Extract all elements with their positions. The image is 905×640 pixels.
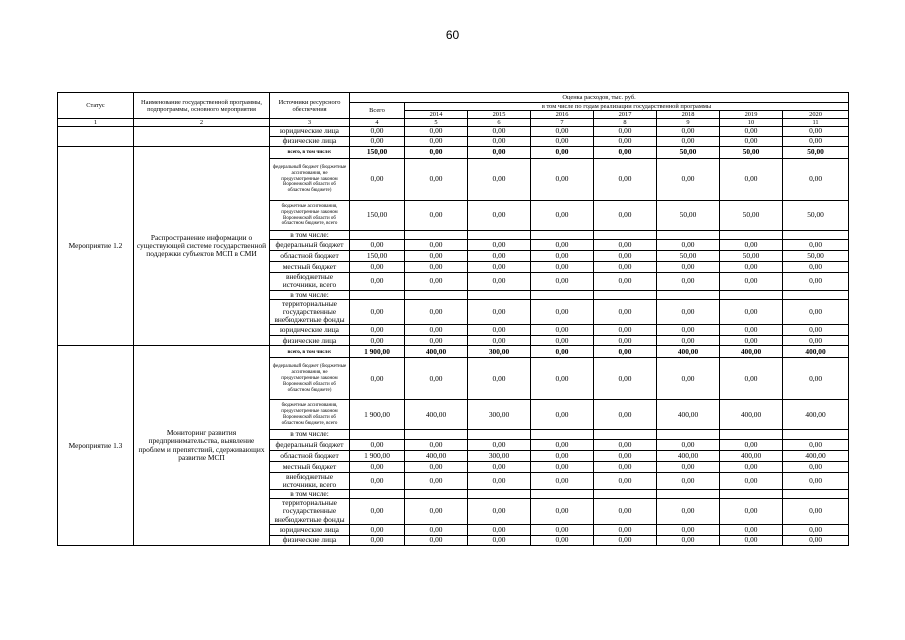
value-cell: 0,00	[531, 358, 594, 400]
column-number: 10	[720, 119, 783, 127]
value-cell: 0,00	[783, 439, 849, 450]
value-cell: 0,00	[657, 137, 720, 147]
value-cell	[783, 430, 849, 439]
value-cell: 0,00	[594, 524, 657, 535]
value-cell: 0,00	[350, 325, 405, 336]
value-cell: 0,00	[350, 137, 405, 147]
value-cell	[657, 490, 720, 499]
header-status: Статус	[58, 93, 134, 119]
column-number: 2	[134, 119, 270, 127]
value-cell: 0,00	[657, 439, 720, 450]
status-cell-empty	[58, 127, 134, 147]
value-cell	[657, 231, 720, 240]
column-number: 5	[405, 119, 468, 127]
value-cell: 0,00	[720, 240, 783, 251]
value-cell	[350, 490, 405, 499]
header-year: 2016	[531, 111, 594, 119]
value-cell	[405, 430, 468, 439]
source-cell: в том числе:	[270, 290, 350, 299]
value-cell: 0,00	[657, 159, 720, 201]
source-cell: физические лица	[270, 137, 350, 147]
value-cell: 0,00	[783, 273, 849, 290]
value-cell: 0,00	[531, 450, 594, 461]
value-cell: 0,00	[468, 273, 531, 290]
value-cell	[657, 290, 720, 299]
source-cell: территориальные государственные внебюджетные фонды	[270, 299, 350, 325]
value-cell	[657, 430, 720, 439]
value-cell: 0,00	[720, 358, 783, 400]
table-row	[58, 346, 849, 358]
value-cell: 0,00	[405, 325, 468, 336]
source-cell: всего, в том числе:	[270, 147, 350, 159]
value-cell: 0,00	[594, 325, 657, 336]
value-cell: 0,00	[720, 325, 783, 336]
value-cell: 0,00	[350, 336, 405, 346]
value-cell: 400,00	[783, 346, 849, 358]
header-sources: Источники ресурсного обеспечения	[270, 93, 350, 119]
value-cell: 400,00	[657, 400, 720, 430]
value-cell: 0,00	[657, 273, 720, 290]
value-cell: 0,00	[405, 159, 468, 201]
value-cell: 0,00	[594, 400, 657, 430]
value-cell: 0,00	[657, 461, 720, 472]
value-cell: 0,00	[531, 159, 594, 201]
value-cell: 0,00	[468, 159, 531, 201]
value-cell: 0,00	[594, 535, 657, 545]
value-cell: 50,00	[783, 201, 849, 231]
value-cell	[468, 290, 531, 299]
value-cell	[720, 430, 783, 439]
value-cell: 0,00	[405, 299, 468, 325]
header-year: 2014	[405, 111, 468, 119]
value-cell: 150,00	[350, 147, 405, 159]
value-cell: 0,00	[531, 472, 594, 489]
source-cell: федеральный бюджет	[270, 439, 350, 450]
value-cell: 0,00	[531, 201, 594, 231]
value-cell	[720, 231, 783, 240]
value-cell: 0,00	[783, 524, 849, 535]
value-cell	[405, 290, 468, 299]
source-cell: в том числе:	[270, 430, 350, 439]
value-cell: 50,00	[657, 251, 720, 262]
source-cell: юридические лица	[270, 325, 350, 336]
value-cell: 400,00	[657, 346, 720, 358]
header-total: Всего	[350, 103, 405, 119]
value-cell: 0,00	[405, 439, 468, 450]
column-number: 4	[350, 119, 405, 127]
value-cell: 400,00	[405, 346, 468, 358]
value-cell	[531, 231, 594, 240]
source-cell: федеральный бюджет (бюджетные ассигнования, не предусмотренные законом Воронежской области об областном бюджете)	[270, 159, 350, 201]
value-cell: 0,00	[405, 461, 468, 472]
value-cell: 0,00	[405, 273, 468, 290]
value-cell: 0,00	[594, 273, 657, 290]
source-cell: юридические лица	[270, 524, 350, 535]
value-cell: 0,00	[720, 273, 783, 290]
value-cell: 0,00	[350, 535, 405, 545]
value-cell: 0,00	[350, 240, 405, 251]
value-cell: 0,00	[783, 137, 849, 147]
value-cell: 0,00	[657, 535, 720, 545]
value-cell	[405, 231, 468, 240]
value-cell: 0,00	[783, 262, 849, 273]
value-cell	[531, 430, 594, 439]
value-cell: 0,00	[350, 262, 405, 273]
value-cell: 0,00	[468, 240, 531, 251]
header-year: 2020	[783, 111, 849, 119]
value-cell: 0,00	[783, 461, 849, 472]
value-cell: 0,00	[720, 472, 783, 489]
table-row	[58, 147, 849, 159]
value-cell: 0,00	[594, 461, 657, 472]
value-cell: 0,00	[594, 336, 657, 346]
value-cell: 0,00	[594, 358, 657, 400]
source-cell: в том числе:	[270, 231, 350, 240]
source-cell: внебюджетные источники, всего	[270, 472, 350, 489]
value-cell: 150,00	[350, 201, 405, 231]
value-cell	[350, 290, 405, 299]
value-cell: 50,00	[783, 251, 849, 262]
value-cell: 50,00	[657, 201, 720, 231]
value-cell: 1 900,00	[350, 400, 405, 430]
value-cell: 0,00	[594, 439, 657, 450]
value-cell: 0,00	[783, 159, 849, 201]
value-cell	[468, 490, 531, 499]
value-cell: 0,00	[405, 524, 468, 535]
value-cell: 0,00	[405, 127, 468, 137]
measure-name-cell: Мониторинг развития предпринимательства, выявление проблем и препятствий, сдерживающих развитие МСП	[134, 346, 270, 545]
value-cell: 0,00	[783, 325, 849, 336]
value-cell: 0,00	[531, 461, 594, 472]
column-number: 9	[657, 119, 720, 127]
source-cell: территориальные государственные внебюджетные фонды	[270, 499, 350, 525]
value-cell: 0,00	[468, 147, 531, 159]
value-cell	[594, 290, 657, 299]
header-column-numbers-row	[58, 119, 849, 127]
value-cell: 0,00	[405, 201, 468, 231]
value-cell: 0,00	[657, 336, 720, 346]
value-cell	[531, 290, 594, 299]
value-cell: 300,00	[468, 400, 531, 430]
value-cell	[720, 490, 783, 499]
value-cell: 400,00	[720, 400, 783, 430]
value-cell: 0,00	[405, 251, 468, 262]
value-cell: 0,00	[468, 137, 531, 147]
value-cell	[720, 290, 783, 299]
value-cell: 0,00	[350, 439, 405, 450]
value-cell: 0,00	[594, 240, 657, 251]
value-cell: 0,00	[720, 336, 783, 346]
budget-table	[57, 92, 849, 546]
value-cell: 0,00	[350, 127, 405, 137]
value-cell: 0,00	[468, 524, 531, 535]
value-cell: 0,00	[405, 147, 468, 159]
value-cell: 50,00	[720, 147, 783, 159]
value-cell: 0,00	[657, 127, 720, 137]
value-cell: 0,00	[531, 147, 594, 159]
page-number: 60	[445, 28, 460, 42]
value-cell	[350, 430, 405, 439]
value-cell: 0,00	[350, 499, 405, 525]
value-cell: 0,00	[405, 535, 468, 545]
value-cell: 0,00	[531, 336, 594, 346]
value-cell: 0,00	[783, 240, 849, 251]
value-cell: 0,00	[531, 273, 594, 290]
measure-name-cell: Распространение информации о существующей системе государственной поддержки субъектов МСП в СМИ	[134, 147, 270, 346]
value-cell: 150,00	[350, 251, 405, 262]
value-cell: 0,00	[720, 499, 783, 525]
source-cell: юридические лица	[270, 127, 350, 137]
value-cell: 0,00	[594, 450, 657, 461]
value-cell: 0,00	[531, 240, 594, 251]
value-cell: 0,00	[531, 325, 594, 336]
value-cell: 0,00	[720, 159, 783, 201]
value-cell: 0,00	[468, 299, 531, 325]
value-cell: 1 900,00	[350, 450, 405, 461]
value-cell: 0,00	[405, 262, 468, 273]
header-estimate: Оценка расходов, тыс. руб.	[350, 93, 849, 103]
value-cell	[468, 231, 531, 240]
source-cell: физические лица	[270, 535, 350, 545]
value-cell: 0,00	[594, 499, 657, 525]
value-cell: 0,00	[531, 499, 594, 525]
value-cell: 50,00	[657, 147, 720, 159]
value-cell: 0,00	[531, 127, 594, 137]
value-cell: 0,00	[594, 262, 657, 273]
value-cell	[594, 231, 657, 240]
value-cell: 0,00	[594, 472, 657, 489]
value-cell: 0,00	[468, 439, 531, 450]
source-cell: федеральный бюджет (бюджетные ассигнования, не предусмотренные законом Воронежской области об областном бюджете)	[270, 358, 350, 400]
value-cell	[594, 430, 657, 439]
source-cell: областной бюджет	[270, 450, 350, 461]
source-cell: бюджетные ассигнования, предусмотренные законом Воронежской области об областном бюджете, всего	[270, 201, 350, 231]
value-cell: 0,00	[405, 137, 468, 147]
value-cell: 0,00	[531, 524, 594, 535]
value-cell: 0,00	[350, 299, 405, 325]
table-row	[58, 127, 849, 137]
table-header	[58, 93, 849, 127]
value-cell	[405, 490, 468, 499]
value-cell: 0,00	[783, 336, 849, 346]
value-cell	[531, 490, 594, 499]
source-cell: федеральный бюджет	[270, 240, 350, 251]
value-cell: 0,00	[531, 262, 594, 273]
header-year: 2015	[468, 111, 531, 119]
value-cell: 0,00	[531, 137, 594, 147]
value-cell: 0,00	[594, 137, 657, 147]
value-cell: 50,00	[720, 201, 783, 231]
value-cell: 0,00	[720, 524, 783, 535]
value-cell: 0,00	[783, 358, 849, 400]
value-cell: 0,00	[531, 400, 594, 430]
value-cell: 0,00	[720, 461, 783, 472]
value-cell: 0,00	[468, 499, 531, 525]
value-cell: 0,00	[468, 201, 531, 231]
source-cell: бюджетные ассигнования, предусмотренные законом Воронежской области об областном бюджете, всего	[270, 400, 350, 430]
value-cell: 0,00	[720, 137, 783, 147]
value-cell: 0,00	[468, 472, 531, 489]
header-name: Наименование государственной программы, подпрограммы, основного мероприятия	[134, 93, 270, 119]
value-cell: 0,00	[531, 346, 594, 358]
value-cell: 0,00	[594, 159, 657, 201]
value-cell	[783, 490, 849, 499]
value-cell: 0,00	[350, 472, 405, 489]
value-cell: 0,00	[468, 251, 531, 262]
value-cell: 0,00	[783, 472, 849, 489]
value-cell: 0,00	[350, 273, 405, 290]
value-cell: 0,00	[350, 358, 405, 400]
value-cell: 0,00	[657, 240, 720, 251]
value-cell: 0,00	[783, 499, 849, 525]
value-cell	[594, 490, 657, 499]
value-cell: 0,00	[594, 299, 657, 325]
value-cell: 0,00	[594, 147, 657, 159]
status-cell: Мероприятие 1.2	[58, 147, 134, 346]
value-cell: 400,00	[720, 450, 783, 461]
value-cell: 0,00	[468, 325, 531, 336]
column-number: 11	[783, 119, 849, 127]
value-cell	[783, 231, 849, 240]
value-cell: 0,00	[720, 262, 783, 273]
column-number: 7	[531, 119, 594, 127]
value-cell: 400,00	[657, 450, 720, 461]
value-cell: 400,00	[783, 400, 849, 430]
value-cell: 0,00	[783, 127, 849, 137]
column-number: 6	[468, 119, 531, 127]
value-cell: 0,00	[720, 439, 783, 450]
value-cell: 0,00	[468, 358, 531, 400]
value-cell: 0,00	[657, 499, 720, 525]
header-by-years: в том числе по годам реализации государственной программы	[405, 103, 849, 111]
value-cell: 0,00	[657, 262, 720, 273]
source-cell: местный бюджет	[270, 262, 350, 273]
value-cell: 0,00	[468, 127, 531, 137]
value-cell: 0,00	[531, 251, 594, 262]
header-year: 2017	[594, 111, 657, 119]
value-cell: 400,00	[405, 450, 468, 461]
value-cell: 0,00	[531, 535, 594, 545]
value-cell: 0,00	[350, 461, 405, 472]
source-cell: местный бюджет	[270, 461, 350, 472]
value-cell: 0,00	[405, 358, 468, 400]
column-number: 1	[58, 119, 134, 127]
value-cell: 0,00	[405, 240, 468, 251]
value-cell: 50,00	[720, 251, 783, 262]
header-year: 2018	[657, 111, 720, 119]
header-year: 2019	[720, 111, 783, 119]
value-cell: 0,00	[657, 472, 720, 489]
value-cell: 300,00	[468, 450, 531, 461]
source-cell: физические лица	[270, 336, 350, 346]
column-number: 8	[594, 119, 657, 127]
value-cell: 0,00	[594, 346, 657, 358]
column-number: 3	[270, 119, 350, 127]
value-cell: 0,00	[350, 159, 405, 201]
value-cell: 0,00	[531, 299, 594, 325]
table-body	[58, 127, 849, 546]
value-cell: 0,00	[405, 472, 468, 489]
value-cell: 0,00	[657, 358, 720, 400]
value-cell: 400,00	[720, 346, 783, 358]
value-cell: 1 900,00	[350, 346, 405, 358]
value-cell: 0,00	[468, 336, 531, 346]
value-cell: 0,00	[720, 299, 783, 325]
value-cell: 0,00	[783, 535, 849, 545]
source-cell: всего, в том числе:	[270, 346, 350, 358]
name-cell-empty	[134, 127, 270, 147]
value-cell: 0,00	[468, 535, 531, 545]
value-cell: 300,00	[468, 346, 531, 358]
value-cell	[350, 231, 405, 240]
source-cell: в том числе:	[270, 490, 350, 499]
value-cell: 0,00	[405, 499, 468, 525]
value-cell	[468, 430, 531, 439]
value-cell: 0,00	[468, 262, 531, 273]
value-cell: 0,00	[657, 325, 720, 336]
value-cell: 0,00	[405, 336, 468, 346]
value-cell: 400,00	[405, 400, 468, 430]
value-cell: 0,00	[594, 127, 657, 137]
value-cell: 0,00	[594, 251, 657, 262]
value-cell: 0,00	[468, 461, 531, 472]
value-cell	[783, 290, 849, 299]
value-cell: 400,00	[783, 450, 849, 461]
value-cell: 0,00	[720, 127, 783, 137]
source-cell: внебюджетные источники, всего	[270, 273, 350, 290]
source-cell: областной бюджет	[270, 251, 350, 262]
status-cell: Мероприятие 1.3	[58, 346, 134, 545]
value-cell: 0,00	[531, 439, 594, 450]
value-cell: 0,00	[594, 201, 657, 231]
value-cell: 0,00	[783, 299, 849, 325]
value-cell: 0,00	[350, 524, 405, 535]
value-cell: 0,00	[657, 524, 720, 535]
value-cell: 0,00	[720, 535, 783, 545]
value-cell: 0,00	[657, 299, 720, 325]
value-cell: 50,00	[783, 147, 849, 159]
